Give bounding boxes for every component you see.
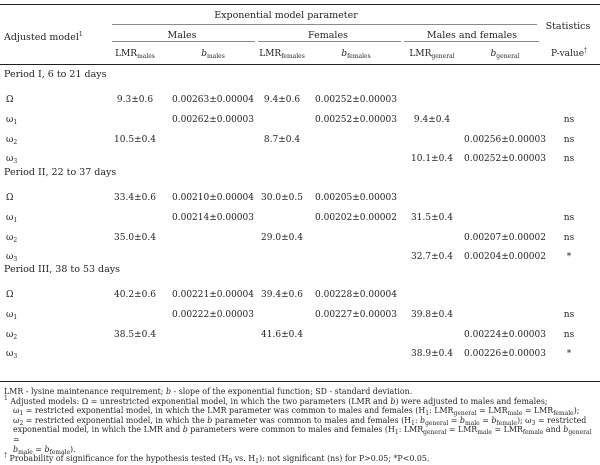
- footnote-adjusted-models-line4: exponential model, in which the LMR and b parameters were common to males and females ($H_1$: $LMR_{general} = LMR_{male} = LMR_{female}$ and $b_{general}$ =: [13, 425, 592, 444]
- footnote-adjusted-models: $^1$ Adjusted models: Ω = unrestricted exponential model, in which the two parameters (LMR and b) were adjusted to males and females;: [4, 394, 548, 406]
- cell-lmr-males: 33.4±0.6: [114, 193, 156, 203]
- cell-lmr-females: 39.4±0.6: [261, 290, 303, 300]
- header-pvalue: P-value†: [550, 47, 588, 59]
- period-label: Period III, 38 to 53 days: [4, 264, 121, 275]
- cell-pvalue: ns: [563, 233, 575, 243]
- general-rule: [404, 41, 539, 42]
- cell-lmr-females: 29.0±0.4: [261, 233, 303, 243]
- row-model-label: $\omega_1$: [6, 115, 18, 126]
- cell-b-females: 0.00252±0.00003: [315, 115, 397, 125]
- cell-pvalue: *: [566, 252, 572, 262]
- cell-b-general: 0.00224±0.00003: [464, 330, 546, 340]
- row-model-label: $\omega_3$: [6, 154, 18, 165]
- females-rule: [258, 41, 401, 42]
- header-bottom-rule: [0, 64, 600, 65]
- cell-b-general: 0.00256±0.00003: [464, 135, 546, 145]
- cell-b-males: 0.00262±0.00003: [172, 115, 254, 125]
- cell-lmr-general: 39.8±0.4: [411, 310, 453, 320]
- header-adjusted-model: Adjusted model$^1$: [4, 31, 83, 43]
- cell-b-males: 0.00214±0.00003: [172, 213, 254, 223]
- footnote-adjusted-models-line2: $\omega_1$ = restricted exponential model, in which the LMR parameter was common to males and females ($H_1$: $LMR_{general} = LMR_{male} = LMR_{female}$);: [13, 406, 580, 418]
- row-model-label: Ω: [6, 193, 14, 203]
- footnote-adjusted-models-line5: $b_{male} = b_{female}$).: [13, 444, 76, 456]
- cell-b-general: 0.00204±0.00002: [464, 252, 546, 262]
- header-lmr-general: $LMR_{general}$: [409, 49, 455, 60]
- cell-lmr-males: 9.3±0.6: [116, 95, 154, 105]
- header-lmr-females: $LMR_{females}$: [259, 49, 305, 60]
- cell-b-general: 0.00207±0.00002: [464, 233, 546, 243]
- cell-b-females: 0.00227±0.00003: [315, 310, 397, 320]
- cell-lmr-females: 9.4±0.6: [263, 95, 301, 105]
- row-model-label: $\omega_2$: [6, 135, 18, 146]
- row-model-label: $\omega_3$: [6, 252, 18, 263]
- cell-lmr-general: 9.4±0.4: [413, 115, 451, 125]
- table-top-rule: [0, 4, 600, 5]
- cell-b-females: 0.00228±0.00004: [315, 290, 397, 300]
- footnote-adjusted-models-line3: $\omega_2$ = restricted exponential model, in which the b parameter was common to males and females ($H_1$: $b_{general} = b_{male} = b_{female}$); $\omega_3$ = restricted: [13, 415, 587, 427]
- cell-b-general: 0.00226±0.00003: [464, 349, 546, 359]
- header-males: Males: [167, 30, 197, 41]
- header-group-title: Exponential model parameter: [214, 10, 358, 21]
- cell-b-females: 0.00205±0.00003: [315, 193, 397, 203]
- cell-pvalue: ns: [563, 154, 575, 164]
- males-rule: [112, 41, 255, 42]
- row-model-label: $\omega_1$: [6, 310, 18, 321]
- row-model-label: $\omega_2$: [6, 233, 18, 244]
- header-b-males: $b_{males}$: [201, 49, 225, 60]
- row-model-label: Ω: [6, 95, 14, 105]
- cell-lmr-males: 10.5±0.4: [114, 135, 156, 145]
- cell-lmr-general: 32.7±0.4: [411, 252, 453, 262]
- cell-lmr-females: 30.0±0.5: [261, 193, 303, 203]
- period-label: Period I, 6 to 21 days: [4, 69, 107, 80]
- header-lmr-males: $LMR_{males}$: [115, 49, 155, 60]
- cell-lmr-males: 38.5±0.4: [114, 330, 156, 340]
- cell-pvalue: ns: [563, 330, 575, 340]
- cell-pvalue: ns: [563, 310, 575, 320]
- table-bottom-rule: [0, 381, 600, 382]
- header-males-and-females: Males and females: [426, 30, 518, 41]
- cell-b-males: 0.00210±0.00004: [172, 193, 254, 203]
- cell-lmr-males: 40.2±0.6: [114, 290, 156, 300]
- footnote-abbreviations: LMR - lysine maintenance requirement; b - slope of the exponential function; SD - standard deviation.: [4, 387, 413, 396]
- header-b-females: $b_{females}$: [341, 49, 371, 60]
- footnote-significance: † Probability of significance for the hypothesis tested ($H_0$ vs. $H_1$): not significant (ns) for P>0.05; *P<0.05.: [4, 452, 430, 465]
- header-females: Females: [308, 30, 348, 41]
- cell-pvalue: *: [566, 349, 572, 359]
- cell-lmr-females: 8.7±0.4: [263, 135, 301, 145]
- header-statistics: Statistics: [545, 21, 591, 32]
- period-label: Period II, 22 to 37 days: [4, 167, 117, 178]
- cell-lmr-females: 41.6±0.4: [261, 330, 303, 340]
- cell-lmr-general: 38.9±0.4: [411, 349, 453, 359]
- row-model-label: Ω: [6, 290, 14, 300]
- cell-pvalue: ns: [563, 213, 575, 223]
- cell-b-males: 0.00263±0.00004: [172, 95, 254, 105]
- cell-pvalue: ns: [563, 115, 575, 125]
- group-rule: [112, 24, 537, 25]
- cell-b-females: 0.00252±0.00003: [315, 95, 397, 105]
- cell-lmr-males: 35.0±0.4: [114, 233, 156, 243]
- table-footnotes: [4, 387, 596, 464]
- header-b-general: $b_{general}$: [490, 49, 520, 60]
- cell-lmr-general: 31.5±0.4: [411, 213, 453, 223]
- row-model-label: $\omega_2$: [6, 330, 18, 341]
- cell-b-males: 0.00221±0.00004: [172, 290, 254, 300]
- cell-pvalue: ns: [563, 135, 575, 145]
- cell-lmr-general: 10.1±0.4: [411, 154, 453, 164]
- cell-b-females: 0.00202±0.00002: [315, 213, 397, 223]
- cell-b-general: 0.00252±0.00003: [464, 154, 546, 164]
- cell-b-males: 0.00222±0.00003: [172, 310, 254, 320]
- row-model-label: $\omega_1$: [6, 213, 18, 224]
- row-model-label: $\omega_3$: [6, 349, 18, 360]
